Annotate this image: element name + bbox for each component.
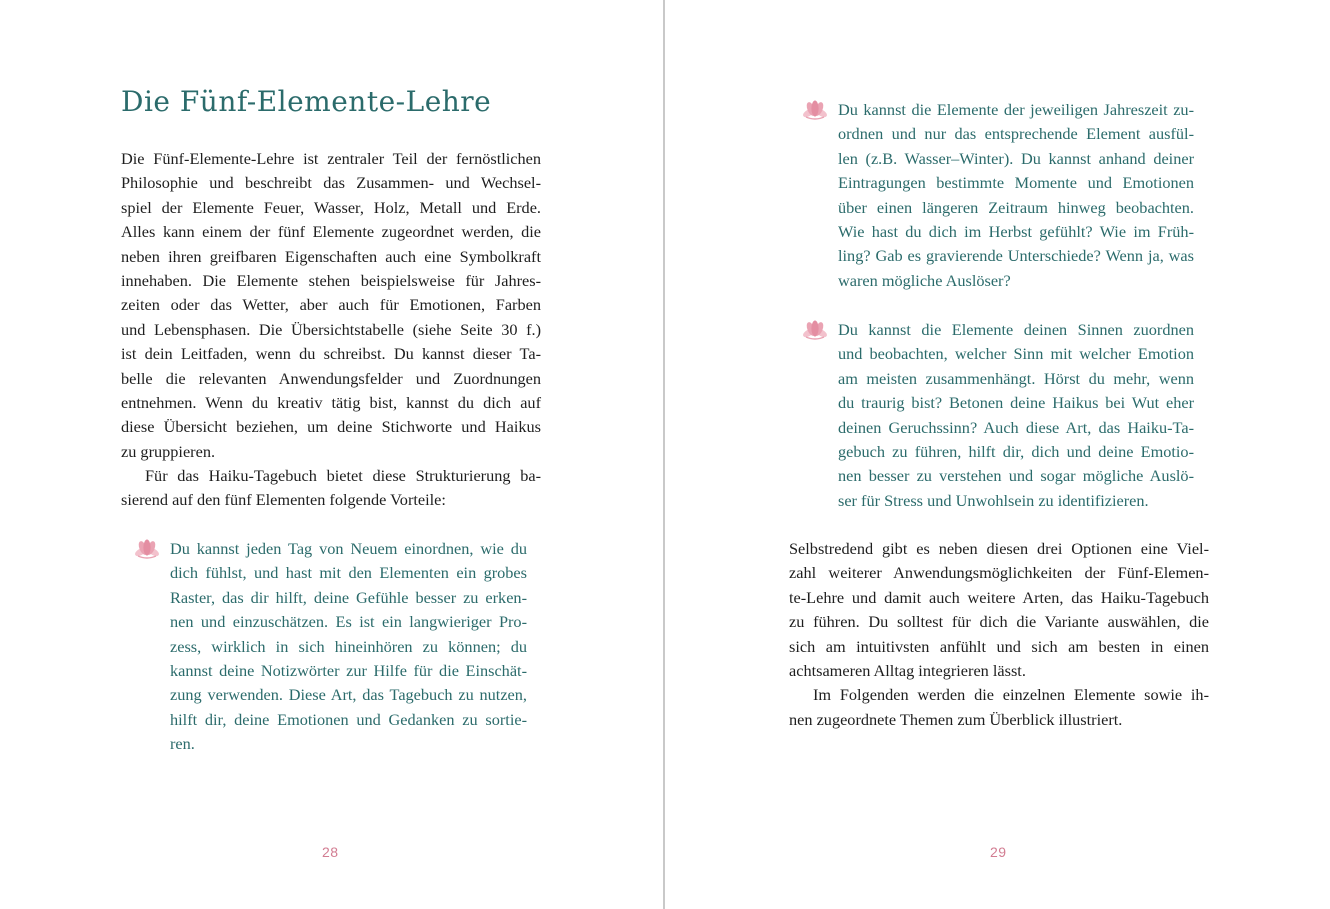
text-line: belle die relevanten Anwendungsfelder und Zuordnungen [121,368,541,388]
text-line: gebuch zu führen, hilft dir, dich und deine Emotio- [838,441,1194,461]
text-line: ser für Stress und Unwohlsein zu identifizieren. [838,490,1149,510]
text-line: du traurig bist? Betonen deine Haikus bei Wut eher [838,393,1194,413]
text-line: len (z.B. Wasser–Winter). Du kannst anhand deiner [838,148,1194,168]
text-line: nen und einzuschätzen. Es ist ein langwieriger Pro- [170,612,527,632]
text-line: nen besser zu verstehen und sogar mögliche Auslö- [838,466,1194,486]
text-line: te-Lehre und damit auch weitere Arten, das Haiku-Tagebuch [789,587,1209,607]
book-gutter [663,0,665,909]
text-line: sierend auf den fünf Elementen folgende Vorteile: [121,490,446,510]
text-line: kannst deine Notizwörter zur Hilfe für die Einschät- [170,660,527,680]
text-line: waren mögliche Auslöser? [838,270,1011,290]
page-title: Die Fünf-Elemente-Lehre [121,85,492,118]
text-line: Du kannst die Elemente der jeweiligen Jahreszeit zu- [838,100,1194,119]
text-line: entnehmen. Wenn du kreativ tätig bist, kannst du dich auf [121,392,541,412]
page-number: 29 [990,844,1007,860]
text-line: Eintragungen bestimmte Momente und Emotionen [838,173,1194,193]
text-line: Philosophie und beschreibt das Zusammen- und Wechsel- [121,173,541,193]
bullet-list-item [838,98,1194,293]
text-line: zess, wirklich in sich hineinhören zu können; du [170,636,527,656]
text-line: sich am intuitivsten anfühlt und sich am besten in einen [789,636,1209,656]
text-line: dich fühlst, und hast mit den Elementen ein grobes [170,563,527,583]
lotus-flower-icon [134,538,160,560]
text-line: innehaben. Die Elemente stehen beispielsweise für Jahres- [121,270,541,290]
text-line: Wie hast du dich im Herbst gefühlt? Wie im Früh- [838,221,1194,241]
text-line: zahl weiterer Anwendungsmöglichkeiten der Fünf-Elemen- [789,563,1209,583]
left-page [0,0,664,909]
bullet-list-item [838,318,1194,513]
text-line: ordnen und nur das entsprechende Element ausfül- [838,124,1194,144]
text-line: über einen längeren Zeitraum hinweg beobachten. [838,197,1194,217]
text-line: Die Fünf-Elemente-Lehre ist zentraler Teil der fernöstlichen [121,149,541,168]
text-line: Im Folgenden werden die einzelnen Elemente sowie ih- [813,685,1209,705]
lotus-flower-icon [802,319,828,341]
text-line: neben ihren greifbaren Eigenschaften auch eine Symbolkraft [121,246,541,266]
text-line: am meisten zusammenhängt. Hörst du mehr, wenn [838,368,1194,388]
text-line: ist dein Leitfaden, wenn du schreibst. Du kannst dieser Ta- [121,344,541,364]
lotus-flower-icon [802,99,828,121]
text-line: Selbstredend gibt es neben diesen drei Optionen eine Viel- [789,539,1209,558]
text-line: ren. [170,734,195,754]
text-line: nen zugeordnete Themen zum Überblick illustriert. [789,709,1123,729]
text-line: zung verwenden. Diese Art, das Tagebuch zu nutzen, [170,685,527,705]
text-line: hilft dir, deine Emotionen und Gedanken zu sortie- [170,709,527,729]
bullet-list-item [170,537,527,757]
text-line: zu führen. Du solltest für dich die Variante auswählen, die [789,612,1209,632]
text-line: deinen Geruchssinn? Auch diese Art, das Haiku-Ta- [838,417,1194,437]
closing-paragraph [789,537,1209,732]
text-line: ling? Gab es gravierende Unterschiede? Wenn ja, was [838,246,1194,266]
intro-paragraph [121,147,541,513]
text-line: zeiten oder das Wetter, aber auch für Emotionen, Farben [121,295,541,315]
text-line: und beobachten, welcher Sinn mit welcher Emotion [838,344,1194,364]
text-line: Du kannst jeden Tag von Neuem einordnen, wie du [170,539,527,558]
text-line: zu gruppieren. [121,441,216,461]
page-number: 28 [322,844,339,860]
text-line: und Lebensphasen. Die Übersichtstabelle (siehe Seite 30 f.) [121,319,541,339]
text-line: diese Übersicht beziehen, um deine Stichworte und Haikus [121,417,541,437]
text-line: Alles kann einem der fünf Elemente zugeordnet werden, die [121,222,541,242]
text-line: spiel der Elemente Feuer, Wasser, Holz, Metall und Erde. [121,197,541,217]
text-line: Du kannst die Elemente deinen Sinnen zuordnen [838,320,1194,339]
text-line: Für das Haiku-Tagebuch bietet diese Strukturierung ba- [145,466,541,486]
text-line: Raster, das dir hilft, deine Gefühle besser zu erken- [170,587,527,607]
text-line: achtsameren Alltag integrieren lässt. [789,660,1026,680]
